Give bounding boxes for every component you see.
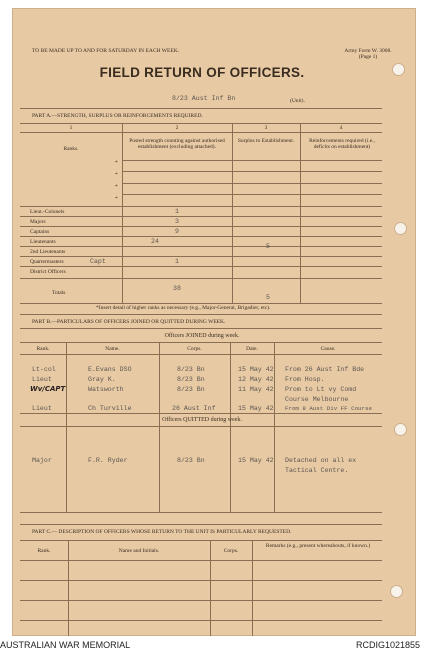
cell-name: Ch Turville xyxy=(88,405,132,412)
capt-annotation: Wv/CAPT xyxy=(30,385,66,393)
col-number: 4 xyxy=(339,125,343,131)
rank-label: Captains xyxy=(30,229,50,235)
footer-id: RCDIG1021855 xyxy=(355,640,420,650)
posted-value: 1 xyxy=(175,208,179,215)
cell-corps: 26 Aust Inf xyxy=(172,405,216,412)
col-rank: Rank. xyxy=(37,548,51,554)
part-c-heading: PART C.— DESCRIPTION OF OFFICERS WHOSE RETURN TO THE UNIT IS PARTICULARLY REQUESTED. xyxy=(32,529,292,535)
col-name: Name. xyxy=(105,346,120,352)
unit-value: 8/23 Aust Inf Bn xyxy=(172,95,236,102)
cell-corps: 8/23 Bn xyxy=(177,376,205,383)
quitted-heading: Officers QUITTED during week. xyxy=(162,417,242,423)
form-number-text: Army Form W. 3008. xyxy=(344,48,392,54)
cell-rank: Major xyxy=(32,457,52,464)
cell-rank: Lieut xyxy=(32,405,52,412)
col-header-reinforcements: Reinforcements required (i.e., deficits on establishment) xyxy=(309,138,375,150)
totals-label: Totals xyxy=(52,290,66,296)
footnote: *Insert detail of higher ranks as necessary (e.g., Major-General, Brigadier, etc). xyxy=(96,305,271,311)
cell-cause: Detached on all ex xyxy=(285,457,357,464)
asterisk-mark: * xyxy=(115,196,118,202)
cell-cause: Tactical Centre. xyxy=(285,467,349,474)
cell-cause: Course Melbourne xyxy=(285,396,349,403)
part-a-heading: PART A.—STRENGTH, SURPLUS OR REINFORCEMENTS REQUIRED. xyxy=(32,113,203,119)
cell-cause: From 8 Aust Div FF Course xyxy=(285,405,372,412)
punch-hole xyxy=(394,423,407,436)
page-number: (Page 1) xyxy=(358,54,378,60)
cell-date: 11 May 42 xyxy=(238,386,274,393)
asterisk-mark: * xyxy=(115,184,118,190)
cell-date: 12 May 42 xyxy=(238,376,274,383)
rank-label: Lieut.-Colonels xyxy=(30,209,65,215)
page-title: FIELD RETURN OF OFFICERS. xyxy=(99,65,305,80)
footer-attribution: AUSTRALIAN WAR MEMORIAL xyxy=(0,640,131,650)
rank-label: District Officers xyxy=(30,269,66,275)
cell-date: 15 May 42 xyxy=(238,366,274,373)
posted-value: 9 xyxy=(175,228,179,235)
col-header-ranks: Ranks. xyxy=(63,146,79,152)
cell-corps: 8/23 Bn xyxy=(177,366,205,373)
joined-heading: Officers JOINED during week. xyxy=(164,333,240,339)
cell-rank: Lt-col xyxy=(32,366,56,373)
form-number xyxy=(328,48,408,60)
asterisk-mark: * xyxy=(115,160,118,166)
col-number: 1 xyxy=(69,125,73,131)
cell-cause: From 26 Aust Inf Bde xyxy=(285,366,365,373)
unit-label: (Unit). xyxy=(290,98,305,104)
punch-hole xyxy=(390,585,403,598)
rank-label: Quartermasters xyxy=(30,259,64,265)
col-corps: Corps. xyxy=(223,548,239,554)
cell-name: Gray K. xyxy=(88,376,116,383)
asterisk-mark: * xyxy=(115,172,118,178)
posted-value: 1 xyxy=(175,258,179,265)
col-cause: Cause. xyxy=(320,346,336,352)
total-posted: 38 xyxy=(173,285,181,292)
rank-label: Lieutenants xyxy=(30,239,56,245)
part-b-heading: PART B.—PARTICULARS OF OFFICERS JOINED OR QUITTED DURING WEEK. xyxy=(32,319,226,325)
col-corps: Corps. xyxy=(187,346,202,352)
cell-cause: Prom to Lt vy Comd xyxy=(285,386,357,393)
posted-value: 3 xyxy=(175,218,179,225)
col-number: 3 xyxy=(264,125,268,131)
posted-value: 24 xyxy=(151,238,159,245)
rank-label: 2nd Lieutenants xyxy=(30,249,66,255)
cell-corps: 8/23 Bn xyxy=(177,386,205,393)
surplus-value: 5 xyxy=(266,243,270,250)
col-header-posted: Posted strength counting against authorised establishment (excluding attached). xyxy=(129,138,225,150)
document-page xyxy=(12,8,416,636)
cell-date: 15 May 42 xyxy=(238,405,274,412)
header-instruction: TO BE MADE UP TO AND FOR SATURDAY IN EACH WEEK. xyxy=(32,48,180,54)
col-remarks: Remarks (e.g., present whereabouts, if known.) xyxy=(265,543,371,549)
punch-hole xyxy=(394,222,407,235)
rank-label: Majors xyxy=(30,219,46,225)
total-surplus: 5 xyxy=(266,294,270,301)
cell-cause: From Hosp. xyxy=(285,376,325,383)
col-name-initials: Name and Initials. xyxy=(118,548,160,554)
cell-rank: Lieut xyxy=(32,376,52,383)
cell-name: Watsworth xyxy=(88,386,124,393)
typed-rank-qm: Capt xyxy=(90,258,106,265)
punch-hole xyxy=(392,63,405,76)
cell-name: F.R. Ryder xyxy=(88,457,128,464)
cell-date: 15 May 42 xyxy=(238,457,274,464)
cell-corps: 8/23 Bn xyxy=(177,457,205,464)
col-header-surplus: Surplus to Establishment. xyxy=(237,138,295,144)
col-date: Date. xyxy=(246,346,258,352)
col-rank: Rank. xyxy=(36,346,50,352)
cell-name: E.Evans DSO xyxy=(88,366,132,373)
col-number: 2 xyxy=(175,125,179,131)
